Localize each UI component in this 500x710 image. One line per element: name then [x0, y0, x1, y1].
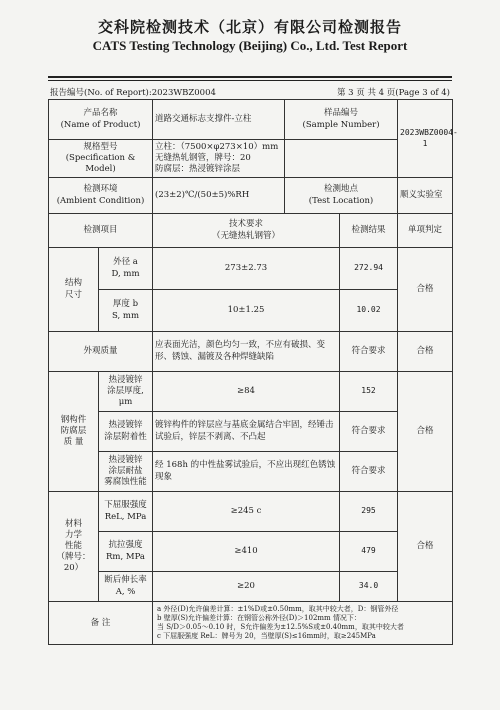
table-row — [49, 248, 453, 290]
table-row — [49, 290, 453, 332]
yield-strength-label: 下屈服强度 ReL, MPa — [99, 492, 153, 532]
yield-strength-req: ≥245 c — [153, 492, 340, 532]
appearance-label: 外观质量 — [49, 332, 153, 372]
sample-label: 样品编号 (Sample Number) — [285, 100, 398, 140]
report-title-cn: 交科院检测技术（北京）有限公司检测报告 — [97, 18, 402, 36]
coating-salt-req: 经 168h 的中性盐雾试验后，不应出现红色锈蚀现象 — [153, 452, 340, 492]
mechanical-judgement: 合格 — [398, 492, 453, 602]
coating-adhesion-result: 符合要求 — [340, 412, 398, 452]
appearance-result: 符合要求 — [340, 332, 398, 372]
table-row — [49, 372, 453, 412]
report-number: 报告编号(No. of Report):2023WBZ0004 — [50, 88, 216, 98]
coating-adhesion-req: 镀锌构件的锌层应与基底金属结合牢固，经锤击试验后，锌层不剥离、不凸起 — [153, 412, 340, 452]
env-label: 检测环境 (Ambient Condition) — [49, 178, 153, 214]
outer-diameter-label: 外径 a D, mm — [99, 248, 153, 290]
header-rule-thin — [48, 80, 452, 81]
report-table — [48, 99, 458, 645]
coating-salt-result: 符合要求 — [340, 452, 398, 492]
col-item: 检测项目 — [49, 214, 153, 248]
appearance-judgement: 合格 — [398, 332, 453, 372]
col-result: 检测结果 — [340, 214, 398, 248]
coating-judgement: 合格 — [398, 372, 453, 492]
remarks-label: 备 注 — [49, 602, 153, 645]
mechanical-group-label: 材料 力学 性能 （牌号：20） — [49, 492, 99, 602]
outer-diameter-req: 273±2.73 — [153, 248, 340, 290]
environment-row — [49, 178, 453, 214]
report-title-en: CATS Testing Technology (Beijing) Co., Ltd. Test Report — [92, 38, 408, 53]
elongation-req: ≥20 — [153, 572, 340, 602]
sample-label-spacer — [285, 140, 398, 178]
spec-row — [49, 140, 453, 178]
table-row — [49, 532, 453, 572]
table-row — [49, 572, 453, 602]
thickness-label: 厚度 b S, mm — [99, 290, 153, 332]
coating-adhesion-label: 热浸镀锌 涂层附着性 — [99, 412, 153, 452]
remarks-row — [49, 602, 453, 645]
table-row — [49, 412, 453, 452]
product-value: 道路交通标志支撑件-立柱 — [153, 100, 285, 140]
coating-thickness-req: ≥84 — [153, 372, 340, 412]
location-label: 检测地点 (Test Location) — [285, 178, 398, 214]
product-label: 产品名称 (Name of Product) — [49, 100, 153, 140]
table-row — [49, 452, 453, 492]
thickness-result: 10.02 — [340, 290, 398, 332]
elongation-result: 34.0 — [340, 572, 398, 602]
sample-value: 2023WBZ0004-1 — [398, 100, 453, 178]
spec-label: 规格型号 (Specification & Model) — [49, 140, 153, 178]
tensile-strength-label: 抗拉强度 Rm, MPa — [99, 532, 153, 572]
col-requirement: 技术要求 （无缝热轧钢管） — [153, 214, 340, 248]
coating-group-label: 钢构件 防腐层 质 量 — [49, 372, 99, 492]
column-header-row — [49, 214, 453, 248]
col-judgement: 单项判定 — [398, 214, 453, 248]
product-row — [49, 100, 453, 140]
elongation-label: 断后伸长率 A, % — [99, 572, 153, 602]
spec-value: 立柱：（7500×φ273×10）mm 无缝热轧钢管，牌号：20 防腐层：热浸镀锌涂层 — [153, 140, 285, 178]
table-row — [49, 492, 453, 532]
yield-strength-result: 295 — [340, 492, 398, 532]
remarks-text: a 外径(D)允许偏差计算：±1%D或±0.50mm，取其中较大者，D：钢管外径 b 壁厚(S)允许偏差计算：在钢管公称外径(D)＞102mm 情况下： 当 S/D＞0.05～0.10 时，S允许偏差为±12.5%S或±0.40mm，取其中较大者 c 下屈服强度 ReL：牌号为 20，当壁厚(S)≤16mm时，取≥245MPa — [153, 602, 453, 645]
coating-thickness-label: 热浸镀锌 涂层厚度, μm — [99, 372, 153, 412]
table-row — [49, 332, 453, 372]
location-value: 顺义实验室 — [398, 178, 453, 214]
header-rule — [48, 76, 452, 78]
appearance-req: 应表面光洁，颜色均匀一致，不应有破损、变形、锈蚀、漏镀及各种焊缝缺陷 — [153, 332, 340, 372]
thickness-req: 10±1.25 — [153, 290, 340, 332]
page-number: 第 3 页 共 4 页(Page 3 of 4) — [336, 88, 450, 98]
coating-salt-label: 热浸镀锌 涂层耐盐 雾腐蚀性能 — [99, 452, 153, 492]
tensile-strength-req: ≥410 — [153, 532, 340, 572]
tensile-strength-result: 479 — [340, 532, 398, 572]
outer-diameter-result: 272.94 — [340, 248, 398, 290]
structure-judgement: 合格 — [398, 248, 453, 332]
env-value: (23±2)℃/(50±5)%RH — [153, 178, 285, 214]
structure-group-label: 结构 尺寸 — [49, 248, 99, 332]
coating-thickness-result: 152 — [340, 372, 398, 412]
